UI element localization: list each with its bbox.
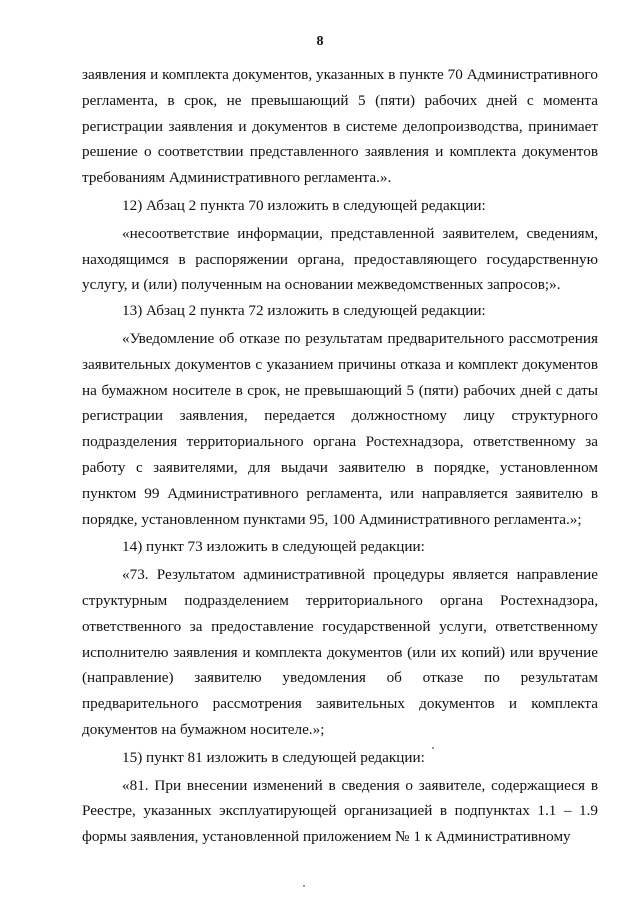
paragraph-quote-15: «81. При внесении изменений в сведения о заявителе, содержащиеся в Реестре, указанных эксплуатирующей организацией в подпунктах 1.1 – 1.9 формы заявления, установленной приложением № 1 к Административному xyxy=(82,776,598,846)
paragraph-quote-12: «несоответствие информации, представленной заявителем, сведениям, находящимся в распоряжении органа, предоставляющего государственную услугу, и (или) полученным на основании межведомственных запросов;». xyxy=(82,224,598,294)
paragraph-item-14: 14) пункт 73 изложить в следующей редакции: xyxy=(122,538,425,556)
paragraph-item-15: 15) пункт 81 изложить в следующей редакции: xyxy=(122,748,425,766)
paragraph-quote-13: «Уведомление об отказе по результатам предварительного рассмотрения заявительных документов с указанием причины отказа и комплект документов на бумажном носителе в срок, не превышающий 5 (пяти) рабочих дней с даты регистрации заявления, передается должностному лицу структурного подразделения территориального органа Ростехнадзора, ответственному за работу с заявителями, для выдачи заявителю в порядке, установленном пунктом 99 Административного регламента, или направляется заявителю в порядке, установленном пунктами 95, 100 Административного регламента.»; xyxy=(82,329,598,528)
paragraph-item-13: 13) Абзац 2 пункта 72 изложить в следующей редакции: xyxy=(122,302,486,320)
document-body xyxy=(82,62,598,850)
scan-speck xyxy=(303,885,305,887)
paragraph-continuation: заявления и комплекта документов, указанных в пункте 70 Административного регламента, в срок, не превышающий 5 (пяти) рабочих дней с момента регистрации заявления и документов в системе делопроизводства, принимает решение о соответствии представленного заявления и комплекта документов требованиям Административного регламента.». xyxy=(82,66,598,187)
paragraph-quote-14: «73. Результатом административной процедуры является направление структурным подразделением территориального органа Ростехнадзора, ответственного за предоставление государственной услуги, ответственному исполнителю заявления и комплекта документов (или их копий) или вручение (направление) заявителю уведомления об отказе по результатам предварительного рассмотрения заявительных документов и комплекта документов на бумажном носителе.»; xyxy=(82,566,598,738)
scan-speck xyxy=(432,747,434,749)
paragraph-item-12: 12) Абзац 2 пункта 70 изложить в следующей редакции: xyxy=(122,196,486,214)
page-number: 8 xyxy=(316,34,324,49)
